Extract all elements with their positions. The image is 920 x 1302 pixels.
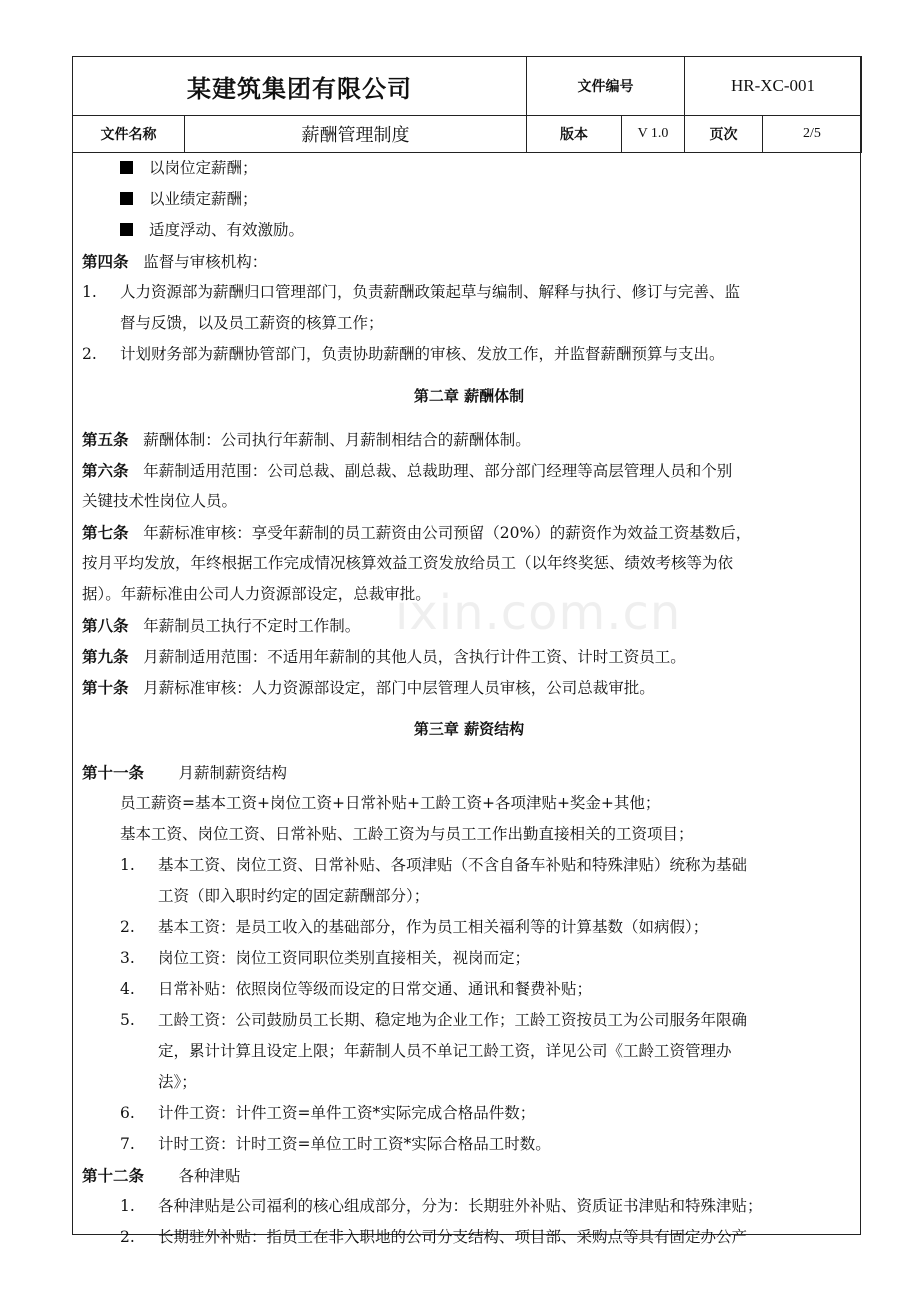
version-value: V 1.0: [622, 116, 685, 153]
chapter-heading: 第三章 薪资结构: [413, 720, 525, 738]
article-9: 第九条 月薪制适用范围：不适用年薪制的其他人员，含执行计件工资、计时工资员工。: [82, 647, 686, 666]
list-item: 1. 各种津贴是公司福利的核心组成部分，分为：长期驻外补贴、资质证书津贴和特殊津贴；: [120, 1197, 763, 1215]
article-7-cont: 按月平均发放，年终根据工作完成情况核算效益工资发放给员工（以年终奖惩、绩效考核等为依: [82, 554, 734, 572]
article-5: 第五条 薪酬体制：公司执行年薪制、月薪制相结合的薪酬体制。: [82, 430, 531, 449]
chapter-heading: 第二章 薪酬体制: [413, 387, 525, 405]
article-4: 第四条 监督与审核机构：: [82, 252, 268, 271]
version-label: 版本: [527, 116, 622, 153]
article-12: 第十二条 各种津贴: [82, 1166, 241, 1185]
list-item: 2. 计划财务部为薪酬协管部门，负责协助薪酬的审核、发放工作，并监督薪酬预算与支出。: [82, 345, 725, 363]
list-item: 5. 工龄工资：公司鼓励员工长期、稳定地为企业工作；工龄工资按员工为公司服务年限确: [120, 1011, 748, 1029]
doc-number-label: 文件编号: [527, 57, 685, 116]
doc-name: 薪酬管理制度: [185, 116, 527, 153]
list-item-cont: 定，累计计算且设定上限；年薪制人员不单记工龄工资，详见公司《工龄工资管理办: [158, 1042, 732, 1060]
paragraph: 员工薪资=基本工资+岗位工资+日常补贴+工龄工资+各项津贴+奖金+其他；: [120, 794, 661, 812]
square-bullet-icon: [120, 223, 133, 236]
list-item: 6. 计件工资：计件工资=单件工资*实际完成合格品件数；: [120, 1104, 536, 1122]
document-header-table: [72, 56, 862, 153]
list-item: 2. 基本工资：是员工收入的基础部分，作为员工相关福利等的计算基数（如病假）；: [120, 918, 709, 936]
bullet-item: 以业绩定薪酬；: [82, 184, 856, 215]
list-item: 3. 岗位工资：岗位工资同职位类别直接相关，视岗而定；: [120, 949, 531, 967]
list-item: 2. 长期驻外补贴：指员工在非入职地的公司分支结构、项目部、采购点等具有固定办公产: [120, 1228, 748, 1246]
bullet-item: 适度浮动、有效激励。: [82, 215, 856, 246]
list-item-cont: 工资（即入职时约定的固定薪酬部分）；: [158, 887, 430, 905]
bullet-item: 以岗位定薪酬；: [82, 153, 856, 184]
list-item: 7. 计时工资：计时工资=单位工时工资*实际合格品工时数。: [120, 1135, 551, 1153]
list-item-cont: 督与反馈，以及员工薪资的核算工作；: [120, 314, 384, 332]
watermark: ixin.com.cn: [395, 585, 682, 641]
article-6-cont: 关键技术性岗位人员。: [82, 492, 238, 510]
list-item: 1. 人力资源部为薪酬归口管理部门，负责薪酬政策起草与编制、解释与执行、修订与完善、监: [82, 283, 741, 301]
paragraph: 基本工资、岗位工资、日常补贴、工龄工资为与员工工作出勤直接相关的工资项目；: [120, 825, 694, 843]
doc-number: HR-XC-001: [685, 57, 862, 116]
page-label: 页次: [685, 116, 763, 153]
page-number: 2/5: [763, 116, 862, 153]
article-6: 第六条 年薪制适用范围：公司总裁、副总裁、总裁助理、部分部门经理等高层管理人员和个别: [82, 461, 733, 480]
article-10: 第十条 月薪标准审核：人力资源部设定，部门中层管理人员审核，公司总裁审批。: [82, 678, 655, 697]
doc-name-label: 文件名称: [73, 116, 185, 153]
list-item: 4. 日常补贴：依照岗位等级而设定的日常交通、通讯和餐费补贴；: [120, 980, 593, 998]
company-name: 某建筑集团有限公司: [73, 57, 527, 116]
square-bullet-icon: [120, 161, 133, 174]
article-7: 第七条 年薪标准审核：享受年薪制的员工薪资由公司预留（20%）的薪资作为效益工资基数后，: [82, 523, 752, 542]
document-body: [82, 153, 856, 1253]
list-item: 1. 基本工资、岗位工资、日常补贴、各项津贴（不含自备车补贴和特殊津贴）统称为基础: [120, 856, 748, 874]
article-11: 第十一条 月薪制薪资结构: [82, 763, 288, 782]
square-bullet-icon: [120, 192, 133, 205]
article-8: 第八条 年薪制员工执行不定时工作制。: [82, 616, 361, 635]
list-item-cont: 法》；: [158, 1073, 197, 1091]
article-7-cont: 据）。年薪标准由公司人力资源部设定，总裁审批。: [82, 585, 431, 603]
